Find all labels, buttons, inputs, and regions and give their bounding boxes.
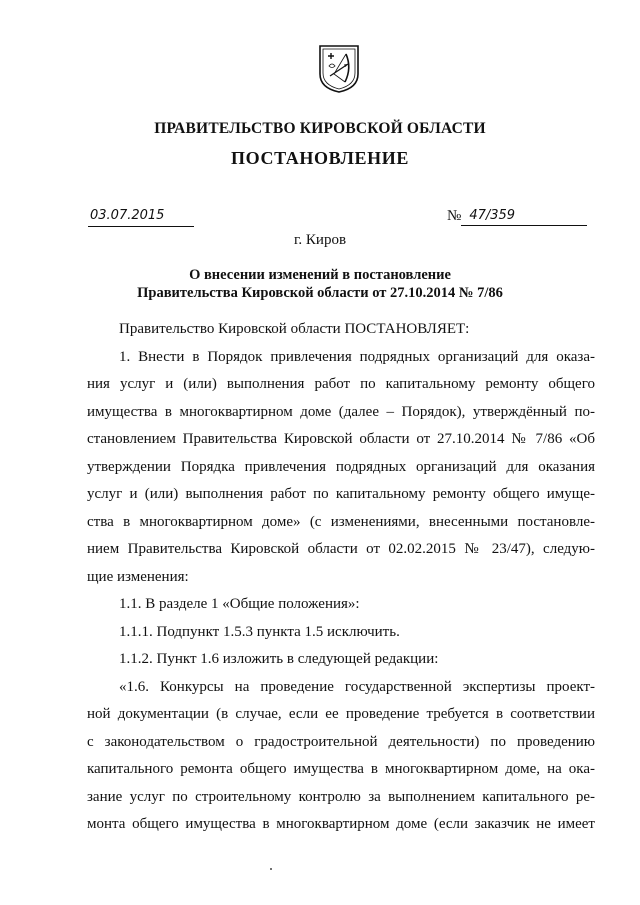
coat-of-arms-icon: [318, 44, 360, 94]
body-line: ства в многоквартирном доме» (с изменениями, внесенными постановле-: [87, 513, 595, 530]
body-line: 1.1. В разделе 1 «Общие положения»:: [119, 596, 360, 612]
body-line: с законодательством о градостроительной деятельности) по проведению: [87, 733, 595, 750]
number-sign: №: [447, 208, 462, 224]
body-line: утверждении Порядка привлечения подрядных организаций для оказания: [87, 458, 595, 475]
subject-line: Правительства Кировской области от 27.10.2014 № 7/86: [137, 285, 503, 301]
document-subject: [0, 266, 640, 302]
document-type-title: ПОСТАНОВЛЕНИЕ: [231, 148, 409, 168]
body-line: услуг и (или) выполнения работ по капитальному ремонту общего имуще-: [87, 486, 595, 502]
body-line: щие изменения:: [87, 568, 189, 585]
body-line: зание услуг по строительному контролю за выполнением капитального ре-: [87, 788, 595, 805]
body-line: Правительство Кировской области ПОСТАНОВЛЯЕТ:: [119, 321, 470, 337]
body-line: 1.1.1. Подпункт 1.5.3 пункта 1.5 исключить.: [119, 623, 400, 640]
document-body: [87, 316, 595, 839]
body-line: становлением Правительства Кировской области от 27.10.2014 № 7/86 «Об: [87, 431, 595, 447]
document-number-block: [447, 206, 587, 226]
body-line: нием Правительства Кировской области от 02.02.2015 № 23/47), следую-: [87, 541, 595, 557]
body-line: 1.1.2. Пункт 1.6 изложить в следующей редакции:: [119, 651, 439, 667]
body-line: ния услуг и (или) выполнения работ по капитальному ремонту общего: [87, 376, 595, 392]
body-line: капитального ремонта общего имущества в многоквартирном доме, на ока-: [87, 761, 595, 777]
body-line: имущества в многоквартирном доме (далее – Порядок), утверждённый по-: [87, 403, 595, 420]
body-line: 1. Внести в Порядок привлечения подрядных организаций для оказа-: [119, 348, 595, 365]
subject-line: О внесении изменений в постановление: [189, 267, 451, 283]
page-speck: [270, 868, 272, 870]
body-line: монта общего имущества в многоквартирном доме (если заказчик не имеет: [87, 816, 595, 832]
document-number: 47/359: [461, 206, 587, 226]
city-label: г. Киров: [293, 232, 347, 248]
body-line: ной документации (в случае, если ее проведение требуется в соответствии: [87, 706, 595, 722]
body-line: «1.6. Конкурсы на проведение государственной экспертизы проект-: [119, 678, 595, 695]
organization-name: ПРАВИТЕЛЬСТВО КИРОВСКОЙ ОБЛАСТИ: [154, 120, 486, 137]
document-date: 03.07.2015: [88, 206, 194, 227]
